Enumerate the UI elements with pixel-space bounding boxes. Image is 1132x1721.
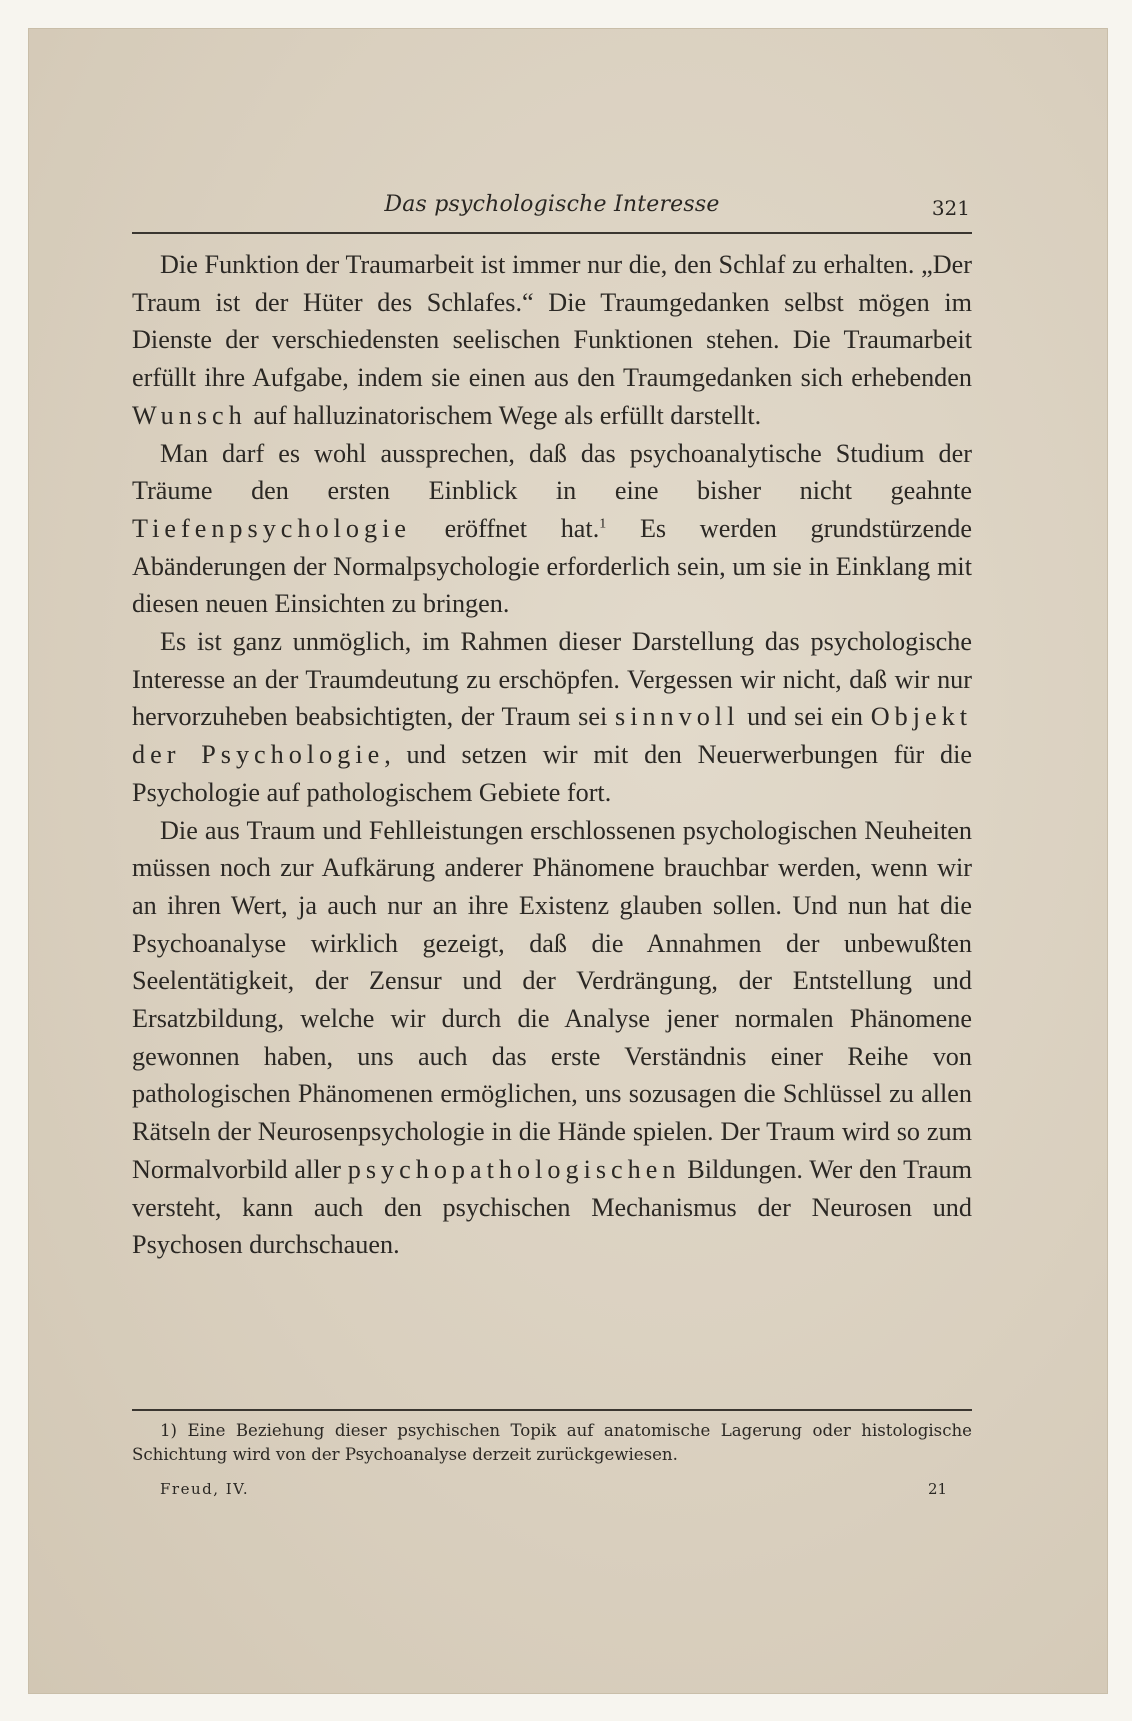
footnote-divider	[132, 1409, 972, 1411]
paragraph-3-text-end: , und setzen wir mit den Neuerwerbungen für die Psychologie auf pathologischem Gebiete fort.	[132, 740, 972, 807]
footnote-marker: 1)	[160, 1421, 178, 1440]
paragraph-4	[132, 812, 972, 1264]
paragraph-1-text-end: auf halluzinatorischem Wege als erfüllt darstellt.	[246, 400, 762, 430]
footnote	[132, 1419, 972, 1467]
sheet-number: 21	[928, 1480, 948, 1498]
paragraph-1	[132, 246, 972, 435]
running-title: Das psychologische Interesse	[384, 192, 720, 217]
footnote-paragraph	[132, 1419, 972, 1467]
paragraph-4-text-end: Bildungen. Wer den Traum versteht, kann auch den psychischen Mechanismus der Neurosen und Psychosen durchschauen.	[132, 1154, 972, 1260]
emphasis-psychopathologischen: psychopathologischen	[347, 1154, 681, 1184]
printer-signature: Freud, IV.	[160, 1480, 250, 1498]
paragraph-1-text: Die Funktion der Traumarbeit ist immer nur die, den Schlaf zu erhalten. „Der Traum ist der Hüter des Schlafes.“ Die Traumgedanken selbst mögen im Dienste der verschiedensten seelischen Funktionen stehen. Die Traumarbeit erfüllt ihre Aufgabe, indem sie einen aus den Traumgedanken sich erhebenden	[132, 250, 972, 393]
paragraph-3-text-mid: und sei ein	[739, 702, 871, 732]
emphasis-sinnvoll: sinnvoll	[615, 702, 740, 732]
book-page	[28, 28, 1108, 1694]
paragraph-3-text: Es ist ganz unmöglich, im Rahmen dieser Darstellung das psychologische Interesse an der Traumdeutung zu erschöpfen. Vergessen wir nicht, daß wir nur hervorzuheben beabsichtigten, der Traum sei	[132, 627, 972, 732]
page-header	[132, 188, 972, 234]
paragraph-3	[132, 623, 972, 812]
paragraph-2-text-mid: eröffnet hat.	[410, 513, 600, 543]
body-text	[132, 246, 972, 1264]
paragraph-4-text: Die aus Traum und Fehlleistungen erschlossenen psychologischen Neuheiten müssen noch zur Aufkärung anderer Phänomene brauchbar werden, wenn wir an ihren Wert, ja auch nur an ihre Existenz glauben sollen. Und nun hat die Psychoanalyse wirklich gezeigt, daß die Annahmen der unbewußten Seelentätigkeit, der Zensur und der Verdrängung, der Entstellung und Ersatzbildung, welche wir durch die Analyse jener normalen Phänomene gewonnen haben, uns auch das erste Verständnis einer Reihe von pathologischen Phänomenen ermöglichen, uns sozusagen die Schlüssel zu allen Rätseln der Neurosenpsychologie in die Hände spielen. Der Traum wird so zum Normalvorbild aller	[132, 815, 972, 1184]
emphasis-objekt-der-psychologie: Objekt der Psychologie	[132, 702, 972, 770]
paragraph-2-text: Man darf es wohl aussprechen, daß das psychoanalytische Studium der Träume den ersten Einblick in eine bisher nicht geahnte	[132, 438, 972, 506]
emphasis-wunsch: Wunsch	[132, 400, 247, 430]
paragraph-2	[132, 435, 972, 624]
footnote-text: Eine Beziehung dieser psychischen Topik auf anatomische Lagerung oder histologische Schichtung wird von der Psychoanalyse derzeit zurückgewiesen.	[132, 1421, 972, 1464]
page-number: 321	[931, 196, 970, 220]
footnote-reference[interactable]: 1	[599, 516, 607, 532]
emphasis-tiefenpsychologie: Tiefenpsychologie	[132, 513, 411, 543]
paragraph-2-text-end: Es werden grundstürzende Abänderungen der Normalpsychologie erforderlich sein, um sie in Einklang mit diesen neuen Einsichten zu bringen.	[132, 513, 972, 619]
